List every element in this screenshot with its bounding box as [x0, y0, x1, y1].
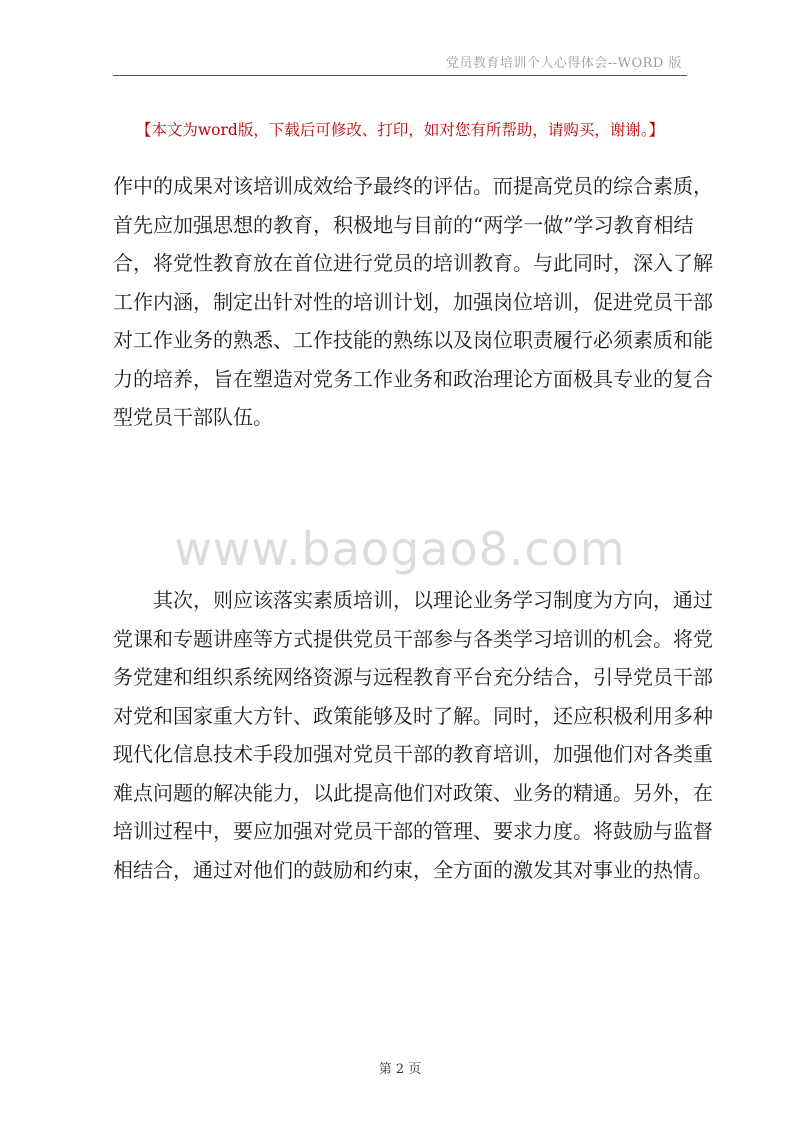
text-line: 其次，则应该落实素质培训，以理论业务学习制度为方向，通过 — [153, 588, 713, 612]
text-line: 务党建和组织系统网络资源与远程教育平台充分结合，引导党员干部 — [113, 665, 713, 689]
text-line: 工作内涵，制定出针对性的培训计划，加强岗位培训，促进党员干部 — [113, 289, 713, 314]
text-line: 培训过程中，要应加强对党员干部的管理、要求力度。将鼓励与监督 — [113, 819, 713, 843]
text-line: 作中的成果对该培训成效给予最终的评估。而提高党员的综合素质， — [113, 174, 713, 198]
paragraph-2 — [113, 581, 713, 889]
text-line: 党课和专题讲座等方式提供党员干部参与各类学习培训的机会。将党 — [113, 626, 713, 651]
text-line: 型党员干部队伍。 — [113, 405, 273, 429]
text-line: 首先应加强思想的教育，积极地与目前的“两学一做”学习教育相结 — [113, 212, 694, 237]
text-line: 难点问题的解决能力，以此提高他们对政策、业务的精通。另外，在 — [113, 780, 713, 805]
text-line: 现代化信息技术手段加强对党员干部的教育培训，加强他们对各类重 — [113, 742, 713, 766]
header-divider — [113, 75, 687, 76]
paragraph-1 — [113, 167, 713, 437]
watermark: www.baogao8.com — [174, 522, 626, 576]
text-line: 对党和国家重大方针、政策能够及时了解。同时，还应积极利用多种 — [113, 703, 713, 728]
page-number: 第 2 页 — [378, 1062, 422, 1077]
text-line: 对工作业务的熟悉、工作技能的熟练以及岗位职责履行必须素质和能 — [113, 328, 713, 352]
text-line: 合，将党性教育放在首位进行党员的培训教育。与此同时，深入了解 — [113, 251, 713, 275]
running-header: 党员教育培训个人心得体会--WORD 版 — [445, 56, 682, 71]
text-line: 力的培养，旨在塑造对党务工作业务和政治理论方面极具专业的复合 — [113, 366, 713, 391]
purchase-notice: 【本文为word版，下载后可修改、打印，如对您有所帮助，请购买，谢谢。】 — [135, 121, 665, 139]
text-line: 相结合，通过对他们的鼓励和约束，全方面的激发其对事业的热情。 — [113, 857, 713, 882]
